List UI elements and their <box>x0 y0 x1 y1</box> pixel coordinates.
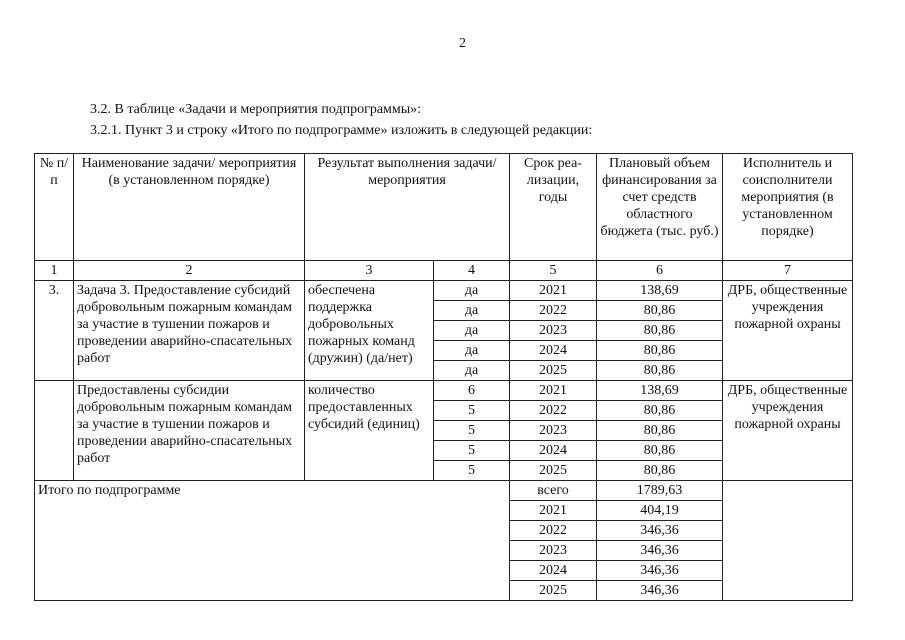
column-number: 1 <box>35 261 74 281</box>
column-number: 2 <box>74 261 305 281</box>
total-label: Итого по подпрограмме <box>35 481 510 601</box>
tasks-table <box>34 153 853 601</box>
total-amount: 346,36 <box>597 521 723 541</box>
column-number: 5 <box>510 261 597 281</box>
page-number: 2 <box>459 36 466 51</box>
measure-value: 6 <box>434 381 510 401</box>
task-amount: 80,86 <box>597 321 723 341</box>
measure-name: Предоставлены субсидии добровольным пожарным командам за участие в тушении пожаров и проведении аварийно-спасательных работ <box>74 381 305 481</box>
table-row <box>35 481 853 501</box>
measure-value: 5 <box>434 461 510 481</box>
task-value: да <box>434 281 510 301</box>
header-name: Наименование задачи/ мероприятия (в установленном порядке) <box>74 154 305 261</box>
total-amount: 1789,63 <box>597 481 723 501</box>
measure-year: 2022 <box>510 401 597 421</box>
task-amount: 80,86 <box>597 301 723 321</box>
column-number: 4 <box>434 261 510 281</box>
measure-executor: ДРБ, общественные учреждения пожарной охраны <box>723 381 853 481</box>
task-number: 3. <box>35 281 74 381</box>
measure-amount: 80,86 <box>597 421 723 441</box>
task-value: да <box>434 341 510 361</box>
total-year: 2024 <box>510 561 597 581</box>
total-amount: 346,36 <box>597 581 723 601</box>
task-amount: 138,69 <box>597 281 723 301</box>
total-year: всего <box>510 481 597 501</box>
measure-amount: 80,86 <box>597 401 723 421</box>
header-volume: Плановый объем финансирования за счет средств областного бюджета (тыс. руб.) <box>597 154 723 261</box>
measure-year: 2025 <box>510 461 597 481</box>
measure-year: 2023 <box>510 421 597 441</box>
measure-amount: 80,86 <box>597 441 723 461</box>
total-amount: 346,36 <box>597 561 723 581</box>
total-year: 2025 <box>510 581 597 601</box>
total-amount: 346,36 <box>597 541 723 561</box>
measure-amount: 80,86 <box>597 461 723 481</box>
task-year: 2023 <box>510 321 597 341</box>
measure-value: 5 <box>434 421 510 441</box>
column-number-row <box>35 261 853 281</box>
measure-year: 2021 <box>510 381 597 401</box>
column-number: 3 <box>305 261 434 281</box>
measure-year: 2024 <box>510 441 597 461</box>
task-year: 2024 <box>510 341 597 361</box>
table-row <box>35 281 853 301</box>
task-amount: 80,86 <box>597 341 723 361</box>
task-value: да <box>434 301 510 321</box>
task-name: Задача 3. Предоставление субсидий добровольным пожарным командам за участие в тушении пожаров и проведении аварийно-спасательных работ <box>74 281 305 381</box>
task-value: да <box>434 361 510 381</box>
total-year: 2023 <box>510 541 597 561</box>
measure-number <box>35 381 74 481</box>
measure-amount: 138,69 <box>597 381 723 401</box>
task-amount: 80,86 <box>597 361 723 381</box>
task-year: 2025 <box>510 361 597 381</box>
paragraph-intro: 3.2. В таблице «Задачи и мероприятия подпрограммы»: <box>90 102 422 117</box>
measure-value: 5 <box>434 401 510 421</box>
table-row <box>35 381 853 401</box>
header-term: Срок реа-лизации, годы <box>510 154 597 261</box>
column-number: 7 <box>723 261 853 281</box>
header-executor: Исполнитель и соисполнители мероприятия (в установленном порядке) <box>723 154 853 261</box>
column-number: 6 <box>597 261 723 281</box>
task-executor: ДРБ, общественные учреждения пожарной охраны <box>723 281 853 381</box>
header-row <box>35 154 853 261</box>
task-year: 2021 <box>510 281 597 301</box>
task-value: да <box>434 321 510 341</box>
measure-value: 5 <box>434 441 510 461</box>
header-result: Результат выполнения задачи/ мероприятия <box>305 154 510 261</box>
paragraph-instruction: 3.2.1. Пункт 3 и строку «Итого по подпрограмме» изложить в следующей редакции: <box>90 123 593 138</box>
task-year: 2022 <box>510 301 597 321</box>
total-amount: 404,19 <box>597 501 723 521</box>
measure-result: количество предоставленных субсидий (единиц) <box>305 381 434 481</box>
task-result: обеспечена поддержка добровольных пожарных команд (дружин) (да/нет) <box>305 281 434 381</box>
total-year: 2021 <box>510 501 597 521</box>
total-executor <box>723 481 853 601</box>
total-year: 2022 <box>510 521 597 541</box>
header-no: № п/п <box>35 154 74 261</box>
